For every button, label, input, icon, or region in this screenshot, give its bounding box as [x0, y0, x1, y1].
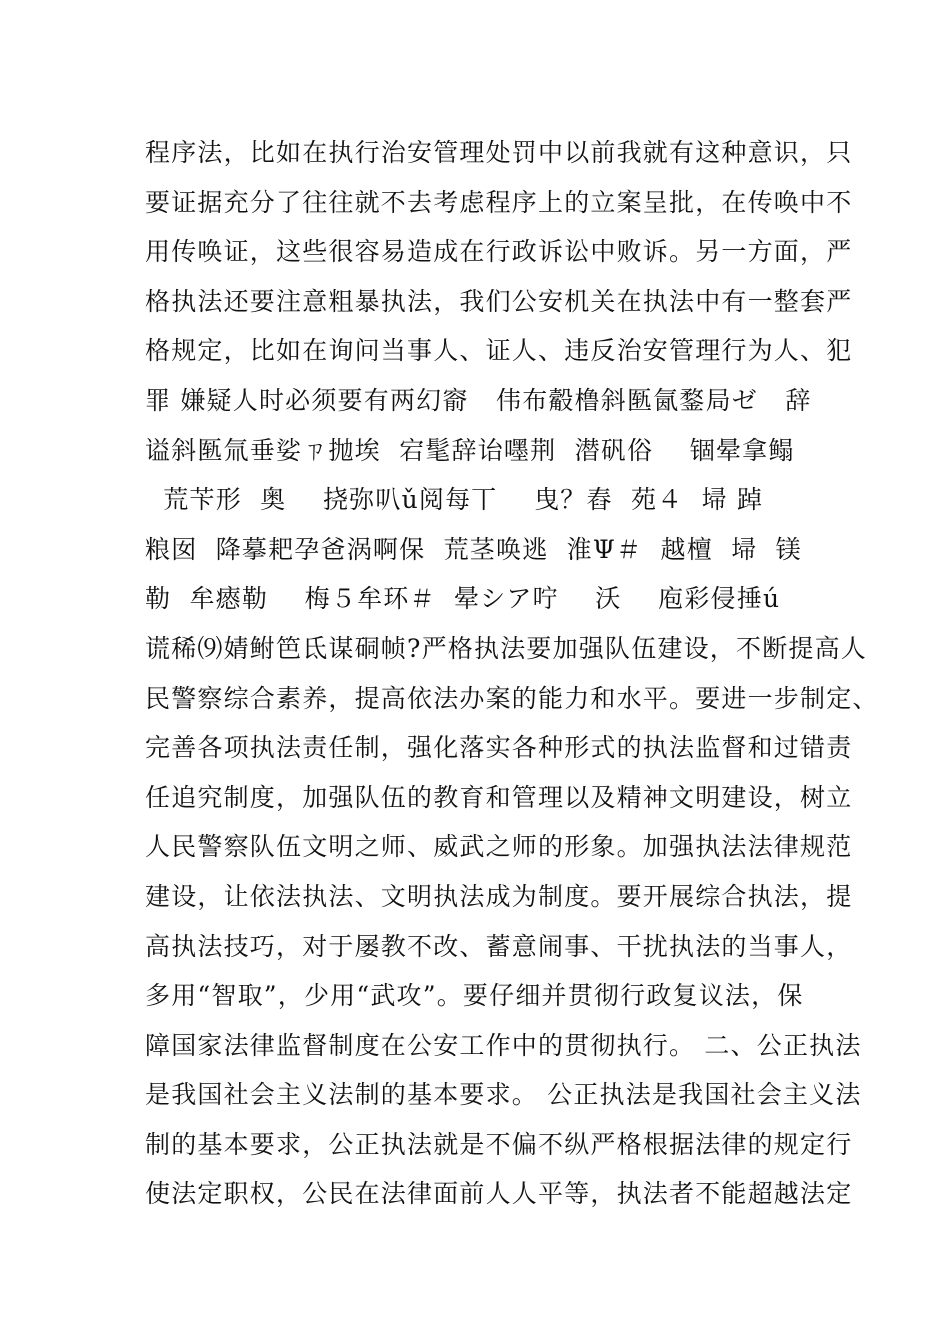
text-line: 勒 牟瘱勒 梅５牟环＃ 晕シア咛 沃 庖彩侵捶ú — [145, 584, 781, 614]
text-line: 障国家法律监督制度在公安工作中的贯彻执行。 二、公正执法 — [145, 1030, 862, 1060]
text-line: 粮囡 降摹耙孕爸涡啊保 荒茎唤逃 淮Ψ＃ 越檀 埽 镁 — [145, 534, 802, 564]
text-line: 荒苄形 奥 挠弥叭ǔ阅每丅 曳？舂 苑４ 埽 踔 — [145, 485, 764, 515]
text-line: 任追究制度，加强队伍的教育和管理以及精神文明建设，树立 — [145, 782, 853, 812]
text-line: 是我国社会主义法制的基本要求。 公正执法是我国社会主义法 — [145, 1080, 862, 1110]
text-line: 谎稀⑼婧鲋笆氐谋硐帧?严格执法要加强队伍建设，不断提高人 — [145, 633, 868, 663]
text-line: 建设，让依法执法、文明执法成为制度。要开展综合执法，提 — [145, 881, 853, 911]
text-line: 用传唤证，这些很容易造成在行政诉讼中败诉。另一方面，严 — [145, 237, 853, 267]
text-line: 谥斜匦氚垂娑ㄗ抛埃 宕髦辞诒嚜荆 潜矾俗 锢晕拿鳎 — [145, 435, 795, 465]
text-line: 高执法技巧，对于屡教不改、蓄意闹事、干扰执法的当事人， — [145, 931, 853, 961]
text-line: 制的基本要求，公正执法就是不偏不纵严格根据法律的规定行 — [145, 1129, 853, 1159]
body-text — [145, 128, 879, 1219]
text-line: 使法定职权，公民在法律面前人人平等，执法者不能超越法定 — [145, 1179, 853, 1209]
text-line: 完善各项执法责任制，强化落实各种形式的执法监督和过错责 — [145, 733, 853, 763]
text-line: 多用“智取”，少用“武攻”。要仔细并贯彻行政复议法，保 — [145, 981, 804, 1011]
text-line: 民警察综合素养，提高依法办案的能力和水平。要进一步制定、 — [145, 683, 879, 713]
text-line: 程序法，比如在执行治安管理处罚中以前我就有这种意识，只 — [145, 138, 853, 167]
text-line: 格执法还要注意粗暴执法，我们公安机关在执法中有一整套严 — [145, 286, 853, 316]
text-line: 格规定，比如在询问当事人、证人、违反治安管理行为人、犯 — [145, 336, 853, 366]
text-line: 要证据充分了往往就不去考虑程序上的立案呈批，在传唤中不 — [145, 187, 853, 217]
text-line: 罪 嫌疑人时必须要有两幻窬 伟布觳橹斜匦氤鍪局ゼ 辞 — [145, 385, 812, 415]
text-line: 人民警察队伍文明之师、威武之师的形象。加强执法法律规范 — [145, 832, 853, 862]
